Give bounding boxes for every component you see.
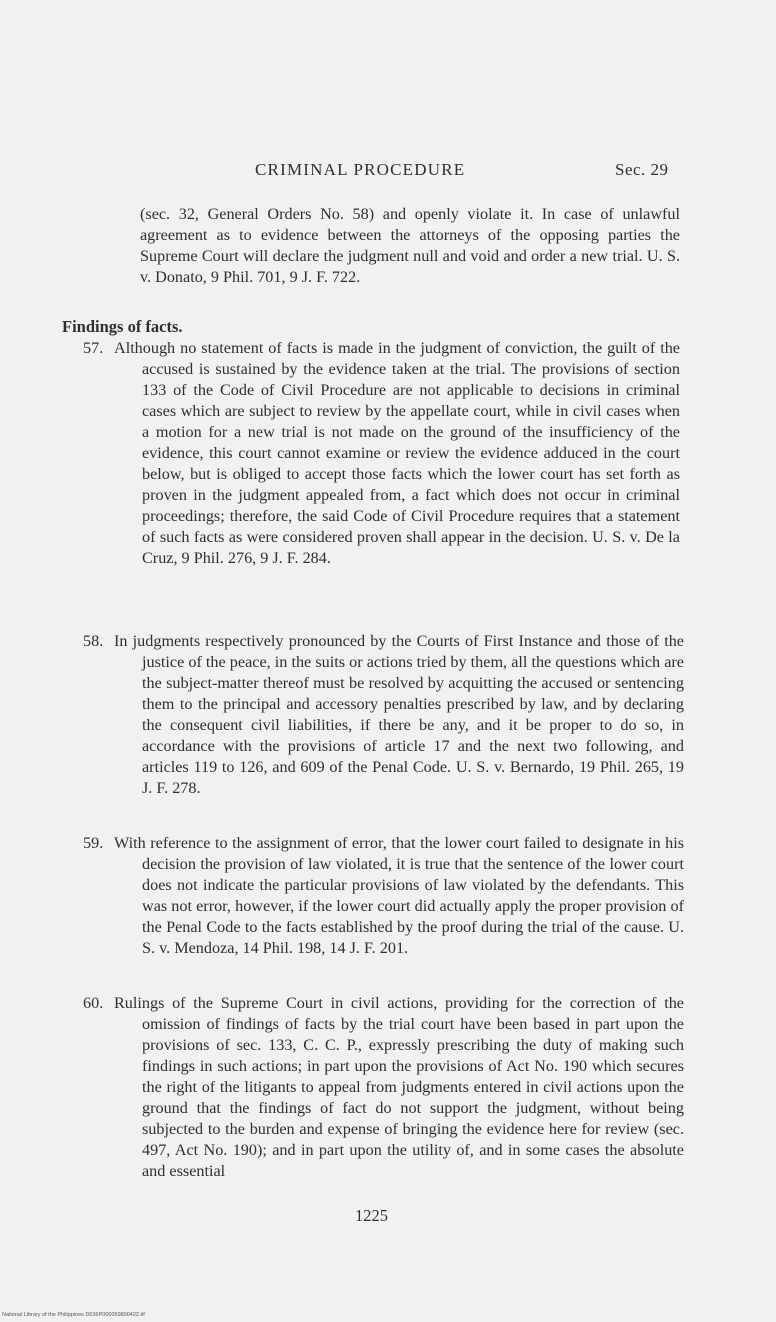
paragraph-number: 58. [83, 632, 104, 650]
paragraph-59 [83, 833, 684, 959]
scan-footer: National Library of the Philippines D036P000059800422.tif [2, 1312, 145, 1318]
paragraph-number: 57. [83, 339, 104, 357]
continuation-paragraph: (sec. 32, General Orders No. 58) and openly violate it. In case of unlawful agreement as to evidence between the attorneys of the opposing parties the Supreme Court will declare the judgment null and void and order a new trial. U. S. v. Donato, 9 Phil. 701, 9 J. F. 722. [140, 205, 680, 286]
paragraph-60 [83, 993, 684, 1182]
paragraph-text: Although no statement of facts is made in the judgment of conviction, the guilt of the accused is sustained by the evidence taken at the trial. The provisions of section 133 of the Code of Civil Procedure are not applicable to decisions in criminal cases which are subject to review by the appellate court, while in civil cases when a motion for a new trial is not made on the ground of the insufficiency of the evidence, this court cannot examine or review the evidence adduced in the court below, but is obliged to accept those facts which the lower court has set forth as proven in the judgment appealed from, a fact which does not occur in criminal proceedings; therefore, the said Code of Civil Procedure requires that a statement of such facts as were considered proven shall appear in the decision. U. S. v. De la Cruz, 9 Phil. 276, 9 J. F. 284. [114, 339, 680, 567]
header-section: Sec. 29 [615, 160, 669, 179]
section-heading: Findings of facts. [62, 317, 183, 336]
running-header [0, 160, 776, 186]
paragraph-57 [83, 338, 680, 569]
paragraph-number: 59. [83, 834, 104, 852]
header-title: CRIMINAL PROCEDURE [255, 160, 466, 179]
paragraph-text: With reference to the assignment of error, that the lower court failed to designate in his decision the provision of law violated, it is true that the sentence of the lower court does not indicate the particular provisions of law violated by the defendants. This was not error, however, if the lower court did actually apply the proper provision of the Penal Code to the facts established by the proof during the trial of the cause. U. S. v. Mendoza, 14 Phil. 198, 14 J. F. 201. [114, 834, 684, 957]
paragraph-number: 60. [83, 994, 104, 1012]
paragraph-58 [83, 631, 684, 799]
page-number: 1225 [355, 1206, 388, 1225]
paragraph-text: Rulings of the Supreme Court in civil actions, providing for the correction of the omission of findings of facts by the trial court have been based in part upon the provisions of sec. 133, C. C. P., expressly prescribing the duty of making such findings in such actions; in part upon the provisions of Act No. 190 which secures the right of the litigants to appeal from judgments entered in civil actions upon the ground that the findings of fact do not support the judgment, without being subjected to the burden and expense of bringing the evidence here for review (sec. 497, Act No. 190); and in part upon the utility of, and in some cases the absolute and essential [114, 994, 684, 1180]
paragraph-text: In judgments respectively pronounced by the Courts of First Instance and those of the justice of the peace, in the suits or actions tried by them, all the questions which are the subject-matter thereof must be resolved by acquitting the accused or sentencing them to the principal and accessory penalties prescribed by law, and by declaring the consequent civil liabilities, if there be any, and it be proper to do so, in accordance with the provisions of article 17 and the next two following, and articles 119 to 126, and 609 of the Penal Code. U. S. v. Bernardo, 19 Phil. 265, 19 J. F. 278. [114, 632, 684, 797]
